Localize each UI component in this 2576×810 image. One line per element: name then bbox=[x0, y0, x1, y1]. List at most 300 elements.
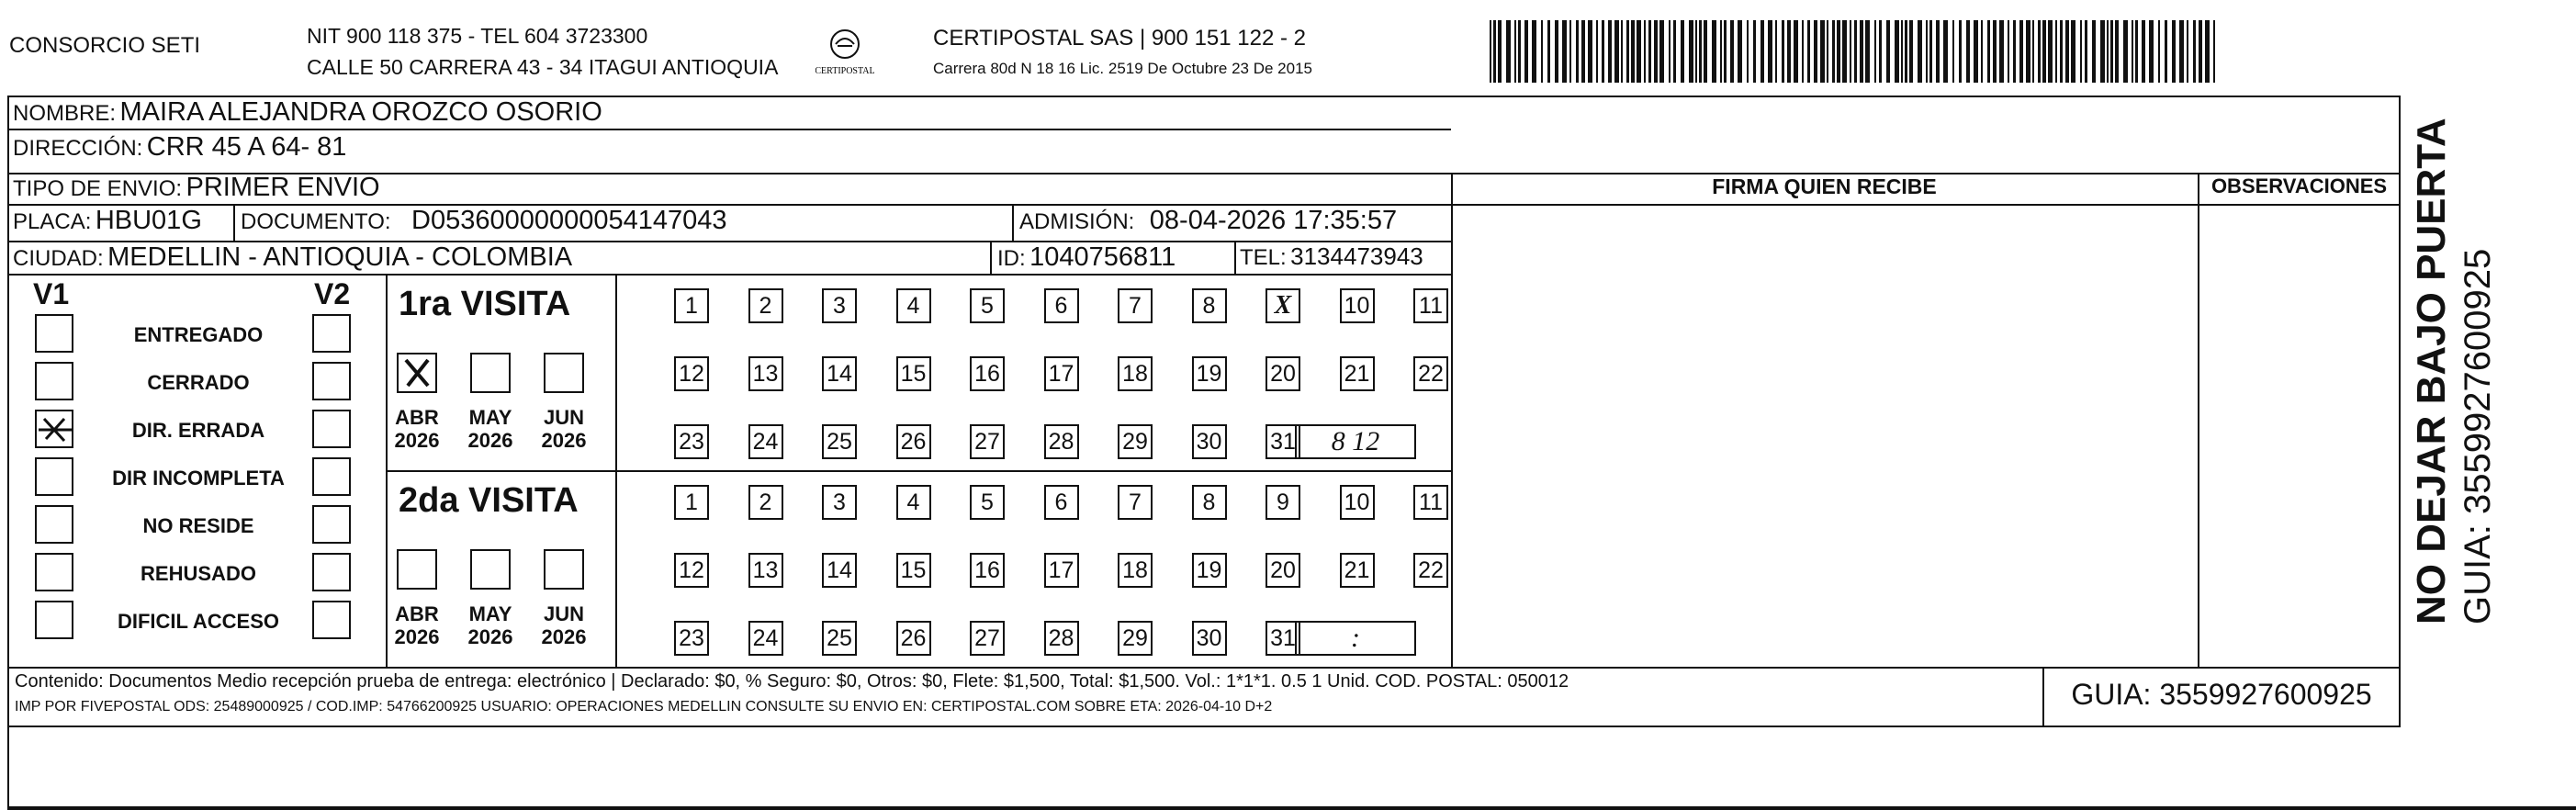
barcode-bar bbox=[1886, 20, 1890, 83]
barcode-bar bbox=[2213, 20, 2215, 83]
check-mark-icon bbox=[399, 354, 435, 391]
ciudad-label: CIUDAD: bbox=[13, 246, 104, 271]
barcode-bar bbox=[2042, 20, 2046, 83]
barcode-bar bbox=[1905, 20, 1907, 83]
company-name: CONSORCIO SETI bbox=[9, 33, 201, 58]
side-guia: GUIA: 3559927600925 bbox=[2458, 248, 2498, 624]
documento-value: D05360000000054147043 bbox=[411, 206, 727, 235]
day-box[interactable] bbox=[1266, 356, 1300, 391]
status-v1-checkbox[interactable] bbox=[35, 314, 73, 353]
status-label: DIR INCOMPLETA bbox=[112, 467, 285, 489]
barcode-bar bbox=[1704, 20, 1707, 83]
day-number: 10 bbox=[1344, 292, 1370, 319]
barcode-bar bbox=[2172, 20, 2176, 83]
day-box[interactable] bbox=[748, 288, 783, 323]
barcode-bar bbox=[1832, 20, 1835, 83]
day-box[interactable] bbox=[896, 553, 931, 588]
barcode-bar bbox=[2038, 20, 2041, 83]
day-box[interactable] bbox=[822, 424, 857, 459]
id-label: ID: bbox=[997, 246, 1026, 271]
month-name: MAY bbox=[468, 406, 512, 429]
day-number: 29 bbox=[1122, 428, 1148, 455]
day-number: 8 bbox=[1202, 292, 1216, 319]
day-box[interactable] bbox=[1044, 553, 1079, 588]
day-number: 1 bbox=[685, 489, 698, 515]
barcode-bar bbox=[1918, 20, 1922, 83]
day-box[interactable] bbox=[674, 621, 709, 656]
barcode-bar bbox=[1541, 20, 1543, 83]
day-number: 7 bbox=[1129, 292, 1142, 319]
barcode-bar bbox=[1608, 20, 1612, 83]
day-number: 17 bbox=[1048, 360, 1074, 387]
contents-line: Contenido: Documentos Medio recepción prueba de entrega: electrónico | Declarado: $0, % Seguro: $0, Otros: $0, Flete: $1,500, Total: $1,500. Vol.: 1*1*1. 0.5 1 Unid. COD. POSTAL: 050012 bbox=[15, 671, 1569, 692]
day-box[interactable] bbox=[674, 485, 709, 520]
status-label: ENTREGADO bbox=[133, 323, 264, 346]
day-number: 20 bbox=[1270, 360, 1296, 387]
month-year: 2026 bbox=[394, 429, 440, 453]
day-box[interactable] bbox=[674, 356, 709, 391]
day-number: 29 bbox=[1122, 624, 1148, 651]
barcode-bar bbox=[1929, 20, 1932, 83]
barcode-bar bbox=[2199, 20, 2202, 83]
barcode-bar bbox=[1909, 20, 1913, 83]
barcode-bar bbox=[2107, 20, 2109, 83]
barcode-bar bbox=[1794, 20, 1798, 83]
barcode-bar bbox=[1895, 20, 1899, 83]
barcode-bar bbox=[1493, 20, 1496, 83]
day-box[interactable] bbox=[822, 288, 857, 323]
barcode-bar bbox=[2013, 20, 2016, 83]
day-box[interactable] bbox=[970, 485, 1005, 520]
day-box[interactable] bbox=[1413, 553, 1448, 588]
barcode-bar bbox=[1730, 20, 1734, 83]
month-checkbox[interactable] bbox=[544, 549, 584, 590]
day-box[interactable] bbox=[822, 621, 857, 656]
time-value: : bbox=[1351, 623, 1360, 653]
barcode-bar bbox=[2135, 20, 2138, 83]
day-number: 14 bbox=[827, 360, 852, 387]
barcode-bar bbox=[1865, 20, 1870, 83]
barcode-bar bbox=[1999, 20, 2004, 83]
month-checkbox[interactable] bbox=[470, 549, 511, 590]
day-number: 9 bbox=[1277, 489, 1289, 515]
status-v2-checkbox[interactable] bbox=[312, 457, 351, 496]
day-box[interactable] bbox=[1340, 485, 1375, 520]
certipostal-logo bbox=[816, 26, 874, 81]
tel-cell bbox=[1240, 244, 1423, 269]
barcode-bar bbox=[1936, 20, 1940, 83]
barcode-bar bbox=[1637, 20, 1641, 83]
barcode-bar bbox=[1901, 20, 1903, 83]
day-number: 8 bbox=[1202, 489, 1216, 515]
barcode-bar bbox=[1602, 20, 1604, 83]
month-checkbox[interactable] bbox=[544, 353, 584, 393]
license-line: Carrera 80d N 18 16 Lic. 2519 De Octubre 23 De 2015 bbox=[933, 60, 1312, 77]
day-box[interactable] bbox=[896, 356, 931, 391]
barcode-bar bbox=[1782, 20, 1784, 83]
barcode-bar bbox=[2055, 20, 2057, 83]
barcode-bar bbox=[2193, 20, 2196, 83]
month-year: 2026 bbox=[467, 625, 513, 649]
barcode bbox=[1490, 20, 2224, 83]
day-number: 30 bbox=[1196, 428, 1222, 455]
month-year: 2026 bbox=[541, 625, 587, 649]
day-number: 13 bbox=[752, 360, 779, 387]
month-label bbox=[460, 602, 521, 649]
day-box[interactable] bbox=[1192, 356, 1227, 391]
barcode-bar bbox=[1987, 20, 1990, 83]
day-box[interactable] bbox=[1044, 288, 1079, 323]
day-number: 25 bbox=[827, 624, 852, 651]
time-box[interactable] bbox=[1295, 424, 1416, 459]
day-box[interactable] bbox=[748, 424, 783, 459]
barcode-bar bbox=[1807, 20, 1810, 83]
barcode-bar bbox=[2123, 20, 2128, 83]
day-number: X bbox=[1274, 291, 1292, 320]
admision-value: 08-04-2026 17:35:57 bbox=[1149, 206, 1398, 235]
barcode-bar bbox=[2132, 20, 2133, 83]
barcode-bar bbox=[2158, 20, 2160, 83]
day-number: 28 bbox=[1048, 428, 1074, 455]
day-number: 20 bbox=[1270, 557, 1296, 583]
barcode-bar bbox=[2149, 20, 2154, 83]
barcode-bar bbox=[2110, 20, 2113, 83]
barcode-bar bbox=[1724, 20, 1727, 83]
day-box[interactable] bbox=[896, 621, 931, 656]
day-box[interactable] bbox=[748, 356, 783, 391]
barcode-bar bbox=[1860, 20, 1863, 83]
id-cell bbox=[997, 244, 1176, 271]
day-number: 22 bbox=[1418, 360, 1444, 387]
day-box[interactable] bbox=[1118, 621, 1153, 656]
barcode-bar bbox=[1850, 20, 1851, 83]
direccion-row bbox=[13, 134, 346, 161]
barcode-bar bbox=[1974, 20, 1978, 83]
day-number: 26 bbox=[900, 428, 927, 455]
day-number: 28 bbox=[1048, 624, 1074, 651]
documento-label: DOCUMENTO: bbox=[241, 209, 391, 234]
day-number: 10 bbox=[1344, 489, 1370, 515]
barcode-bar bbox=[2100, 20, 2105, 83]
barcode-bar bbox=[1648, 20, 1651, 83]
side-warning: NO DEJAR BAJO PUERTA bbox=[2409, 118, 2454, 624]
day-number: 11 bbox=[1419, 489, 1443, 515]
day-box[interactable] bbox=[970, 424, 1005, 459]
day-box[interactable] bbox=[970, 553, 1005, 588]
day-number: 11 bbox=[1419, 292, 1443, 319]
day-box[interactable] bbox=[1044, 621, 1079, 656]
barcode-bar bbox=[1747, 20, 1749, 83]
side-text bbox=[2408, 73, 2509, 624]
barcode-bar bbox=[1879, 20, 1882, 83]
barcode-bar bbox=[2205, 20, 2210, 83]
observaciones-header: OBSERVACIONES bbox=[2210, 174, 2388, 197]
barcode-bar bbox=[2008, 20, 2009, 83]
month-checkbox[interactable] bbox=[397, 549, 437, 590]
barcode-bar bbox=[2085, 20, 2087, 83]
status-v1-checkbox[interactable] bbox=[35, 553, 73, 591]
status-v2-checkbox[interactable] bbox=[312, 505, 351, 544]
day-box[interactable] bbox=[970, 288, 1005, 323]
barcode-bar bbox=[1952, 20, 1954, 83]
day-box[interactable] bbox=[1340, 356, 1375, 391]
logo-text: CERTIPOSTAL bbox=[816, 66, 874, 76]
day-box[interactable] bbox=[970, 356, 1005, 391]
day-number: 16 bbox=[974, 360, 1000, 387]
direccion-label: DIRECCIÓN: bbox=[13, 136, 143, 161]
status-v2-checkbox[interactable] bbox=[312, 362, 351, 400]
barcode-bar bbox=[1738, 20, 1742, 83]
ciudad-cell bbox=[13, 244, 572, 271]
day-box[interactable] bbox=[1044, 424, 1079, 459]
day-number: 27 bbox=[974, 428, 1000, 455]
barcode-bar bbox=[1802, 20, 1804, 83]
barcode-bar bbox=[1993, 20, 1997, 83]
day-box[interactable] bbox=[1266, 553, 1300, 588]
barcode-bar bbox=[2142, 20, 2145, 83]
month-label bbox=[534, 406, 594, 453]
barcode-bar bbox=[2026, 20, 2030, 83]
barcode-bar bbox=[1689, 20, 1693, 83]
barcode-bar bbox=[1787, 20, 1791, 83]
barcode-bar bbox=[1581, 20, 1585, 83]
day-box[interactable] bbox=[674, 553, 709, 588]
tipo-value: PRIMER ENVIO bbox=[186, 173, 380, 202]
placa-value: HBU01G bbox=[95, 206, 202, 235]
day-box[interactable] bbox=[822, 485, 857, 520]
barcode-bar bbox=[1514, 20, 1516, 83]
day-box[interactable] bbox=[896, 288, 931, 323]
barcode-bar bbox=[1720, 20, 1722, 83]
day-box[interactable] bbox=[1340, 288, 1375, 323]
barcode-bar bbox=[1814, 20, 1817, 83]
barcode-bar bbox=[1768, 20, 1772, 83]
tipo-row bbox=[13, 174, 380, 201]
day-box[interactable] bbox=[1118, 424, 1153, 459]
day-box[interactable] bbox=[896, 485, 931, 520]
id-value: 1040756811 bbox=[1029, 242, 1176, 272]
barcode-bar bbox=[1874, 20, 1876, 83]
status-v2-checkbox[interactable] bbox=[312, 410, 351, 448]
month-year: 2026 bbox=[394, 625, 440, 649]
month-label bbox=[534, 602, 594, 649]
nombre-value: MAIRA ALEJANDRA OROZCO OSORIO bbox=[119, 97, 602, 127]
barcode-bar bbox=[2092, 20, 2096, 83]
barcode-bar bbox=[1555, 20, 1558, 83]
month-checkbox[interactable] bbox=[470, 353, 511, 393]
barcode-bar bbox=[1842, 20, 1847, 83]
day-number: 19 bbox=[1196, 557, 1222, 583]
month-label bbox=[460, 406, 521, 453]
month-year: 2026 bbox=[467, 429, 513, 453]
status-v1-checkbox[interactable] bbox=[35, 362, 73, 400]
barcode-bar bbox=[1626, 20, 1629, 83]
day-box[interactable] bbox=[970, 621, 1005, 656]
day-box[interactable] bbox=[822, 553, 857, 588]
admision-label: ADMISIÓN: bbox=[1019, 209, 1135, 234]
day-number: 26 bbox=[900, 624, 927, 651]
day-number: 4 bbox=[906, 489, 920, 515]
status-v1-checkbox[interactable] bbox=[35, 601, 73, 639]
day-box[interactable] bbox=[1044, 356, 1079, 391]
day-box[interactable] bbox=[1044, 485, 1079, 520]
day-number: 7 bbox=[1129, 489, 1142, 515]
barcode-bar bbox=[1644, 20, 1646, 83]
day-box[interactable] bbox=[1118, 553, 1153, 588]
time-value: 8 12 bbox=[1331, 426, 1380, 456]
v2-label: V2 bbox=[314, 277, 351, 310]
v1-label: V1 bbox=[33, 277, 70, 310]
day-number: 3 bbox=[833, 292, 846, 319]
month-label bbox=[387, 602, 447, 649]
day-box[interactable] bbox=[1118, 356, 1153, 391]
barcode-bar bbox=[1576, 20, 1579, 83]
barcode-bar bbox=[1569, 20, 1571, 83]
barcode-bar bbox=[1753, 20, 1756, 83]
barcode-bar bbox=[1596, 20, 1598, 83]
barcode-bar bbox=[1837, 20, 1840, 83]
barcode-bar bbox=[1498, 20, 1502, 83]
day-number: 16 bbox=[974, 557, 1000, 583]
nombre-label: NOMBRE: bbox=[13, 101, 117, 126]
barcode-bar bbox=[1659, 20, 1664, 83]
barcode-bar bbox=[1490, 20, 1491, 83]
barcode-bar bbox=[1981, 20, 1983, 83]
day-number: 15 bbox=[900, 557, 927, 583]
barcode-bar bbox=[1943, 20, 1948, 83]
carrier-line: CERTIPOSTAL SAS | 900 151 122 - 2 bbox=[933, 26, 1306, 51]
day-number: 21 bbox=[1344, 360, 1370, 387]
day-number: 13 bbox=[752, 557, 779, 583]
day-number: 23 bbox=[679, 428, 704, 455]
time-box[interactable] bbox=[1295, 621, 1416, 656]
visit-title: 2da VISITA bbox=[399, 481, 579, 520]
day-box[interactable] bbox=[1192, 621, 1227, 656]
barcode-bar bbox=[1532, 20, 1536, 83]
day-number: 22 bbox=[1418, 557, 1444, 583]
day-number: 15 bbox=[900, 360, 927, 387]
day-box[interactable] bbox=[896, 424, 931, 459]
month-label bbox=[387, 406, 447, 453]
firma-header: FIRMA QUIEN RECIBE bbox=[1712, 174, 1937, 198]
day-number: 3 bbox=[833, 489, 846, 515]
print-info-line: IMP POR FIVEPOSTAL ODS: 25489000925 / COD.IMP: 54766200925 USUARIO: OPERACIONES MEDELLIN CONSULTE SU ENVIO EN: CERTIPOSTAL.COM SOBRE ETA: 2026-04-10 D+2 bbox=[15, 699, 1273, 714]
barcode-bar bbox=[2065, 20, 2069, 83]
status-label: CERRADO bbox=[147, 371, 250, 394]
day-number: 12 bbox=[679, 557, 704, 583]
day-number: 31 bbox=[1270, 624, 1296, 651]
tel-value: 3134473943 bbox=[1290, 242, 1423, 270]
barcode-bar bbox=[1699, 20, 1702, 83]
barcode-bar bbox=[1820, 20, 1825, 83]
day-box[interactable] bbox=[1340, 553, 1375, 588]
day-box[interactable] bbox=[1413, 485, 1448, 520]
day-box[interactable] bbox=[1192, 424, 1227, 459]
day-box[interactable] bbox=[748, 553, 783, 588]
barcode-bar bbox=[1712, 20, 1716, 83]
barcode-bar bbox=[2080, 20, 2082, 83]
status-v1-checkbox[interactable] bbox=[35, 505, 73, 544]
day-box[interactable] bbox=[1118, 288, 1153, 323]
day-box[interactable] bbox=[1192, 553, 1227, 588]
month-name: ABR bbox=[395, 602, 439, 625]
day-number: 2 bbox=[759, 292, 772, 319]
status-label: REHUSADO bbox=[141, 562, 256, 585]
barcode-bar bbox=[2115, 20, 2119, 83]
day-box[interactable] bbox=[674, 424, 709, 459]
barcode-bar bbox=[1959, 20, 1962, 83]
month-name: JUN bbox=[543, 406, 584, 429]
placa-label: PLACA: bbox=[13, 209, 92, 234]
barcode-bar bbox=[1524, 20, 1528, 83]
sender-address: CALLE 50 CARRERA 43 - 34 ITAGUI ANTIOQUIA bbox=[307, 55, 779, 79]
day-box[interactable] bbox=[1413, 288, 1448, 323]
day-box[interactable] bbox=[1192, 485, 1227, 520]
documento-cell bbox=[241, 208, 727, 234]
tel-label: TEL: bbox=[1240, 245, 1287, 270]
nit-line: NIT 900 118 375 - TEL 604 3723300 bbox=[307, 24, 648, 48]
day-number: 31 bbox=[1270, 428, 1296, 455]
status-v2-checkbox[interactable] bbox=[312, 314, 351, 353]
check-mark-icon bbox=[37, 411, 73, 448]
placa-cell bbox=[13, 208, 202, 234]
admision-cell bbox=[1019, 208, 1397, 234]
barcode-bar bbox=[1760, 20, 1764, 83]
day-number: 21 bbox=[1344, 557, 1370, 583]
day-box[interactable] bbox=[748, 485, 783, 520]
status-v2-checkbox[interactable] bbox=[312, 601, 351, 639]
barcode-bar bbox=[2071, 20, 2075, 83]
day-box[interactable] bbox=[748, 621, 783, 656]
day-box[interactable] bbox=[822, 356, 857, 391]
barcode-bar bbox=[1827, 20, 1828, 83]
month-name: MAY bbox=[468, 602, 512, 625]
nombre-row bbox=[13, 99, 602, 126]
footer-guia: GUIA: 3559927600925 bbox=[2071, 678, 2372, 711]
month-checkbox[interactable] bbox=[397, 353, 437, 393]
day-box[interactable] bbox=[1192, 288, 1227, 323]
day-box[interactable] bbox=[1413, 356, 1448, 391]
status-label: DIR. ERRADA bbox=[131, 419, 265, 442]
barcode-bar bbox=[2019, 20, 2023, 83]
day-number: 27 bbox=[974, 624, 1000, 651]
barcode-bar bbox=[1775, 20, 1777, 83]
day-number: 25 bbox=[827, 428, 852, 455]
status-v2-checkbox[interactable] bbox=[312, 553, 351, 591]
day-number: 5 bbox=[981, 292, 994, 319]
barcode-bar bbox=[1681, 20, 1684, 83]
day-number: 2 bbox=[759, 489, 772, 515]
day-number: 19 bbox=[1196, 360, 1222, 387]
barcode-bar bbox=[1673, 20, 1676, 83]
status-v1-checkbox[interactable] bbox=[35, 410, 73, 448]
status-v1-checkbox[interactable] bbox=[35, 457, 73, 496]
day-number: 24 bbox=[752, 624, 779, 651]
day-box[interactable] bbox=[674, 288, 709, 323]
status-label: NO RESIDE bbox=[142, 514, 254, 537]
day-box[interactable] bbox=[1266, 288, 1300, 323]
day-box[interactable] bbox=[1118, 485, 1153, 520]
visit-title: 1ra VISITA bbox=[399, 285, 571, 323]
barcode-bar bbox=[2165, 20, 2167, 83]
day-box[interactable] bbox=[1266, 485, 1300, 520]
day-number: 23 bbox=[679, 624, 704, 651]
barcode-bar bbox=[2032, 20, 2034, 83]
day-number: 1 bbox=[685, 292, 698, 319]
barcode-bar bbox=[2048, 20, 2053, 83]
tipo-label: TIPO DE ENVIO: bbox=[13, 176, 183, 201]
barcode-bar bbox=[2060, 20, 2063, 83]
